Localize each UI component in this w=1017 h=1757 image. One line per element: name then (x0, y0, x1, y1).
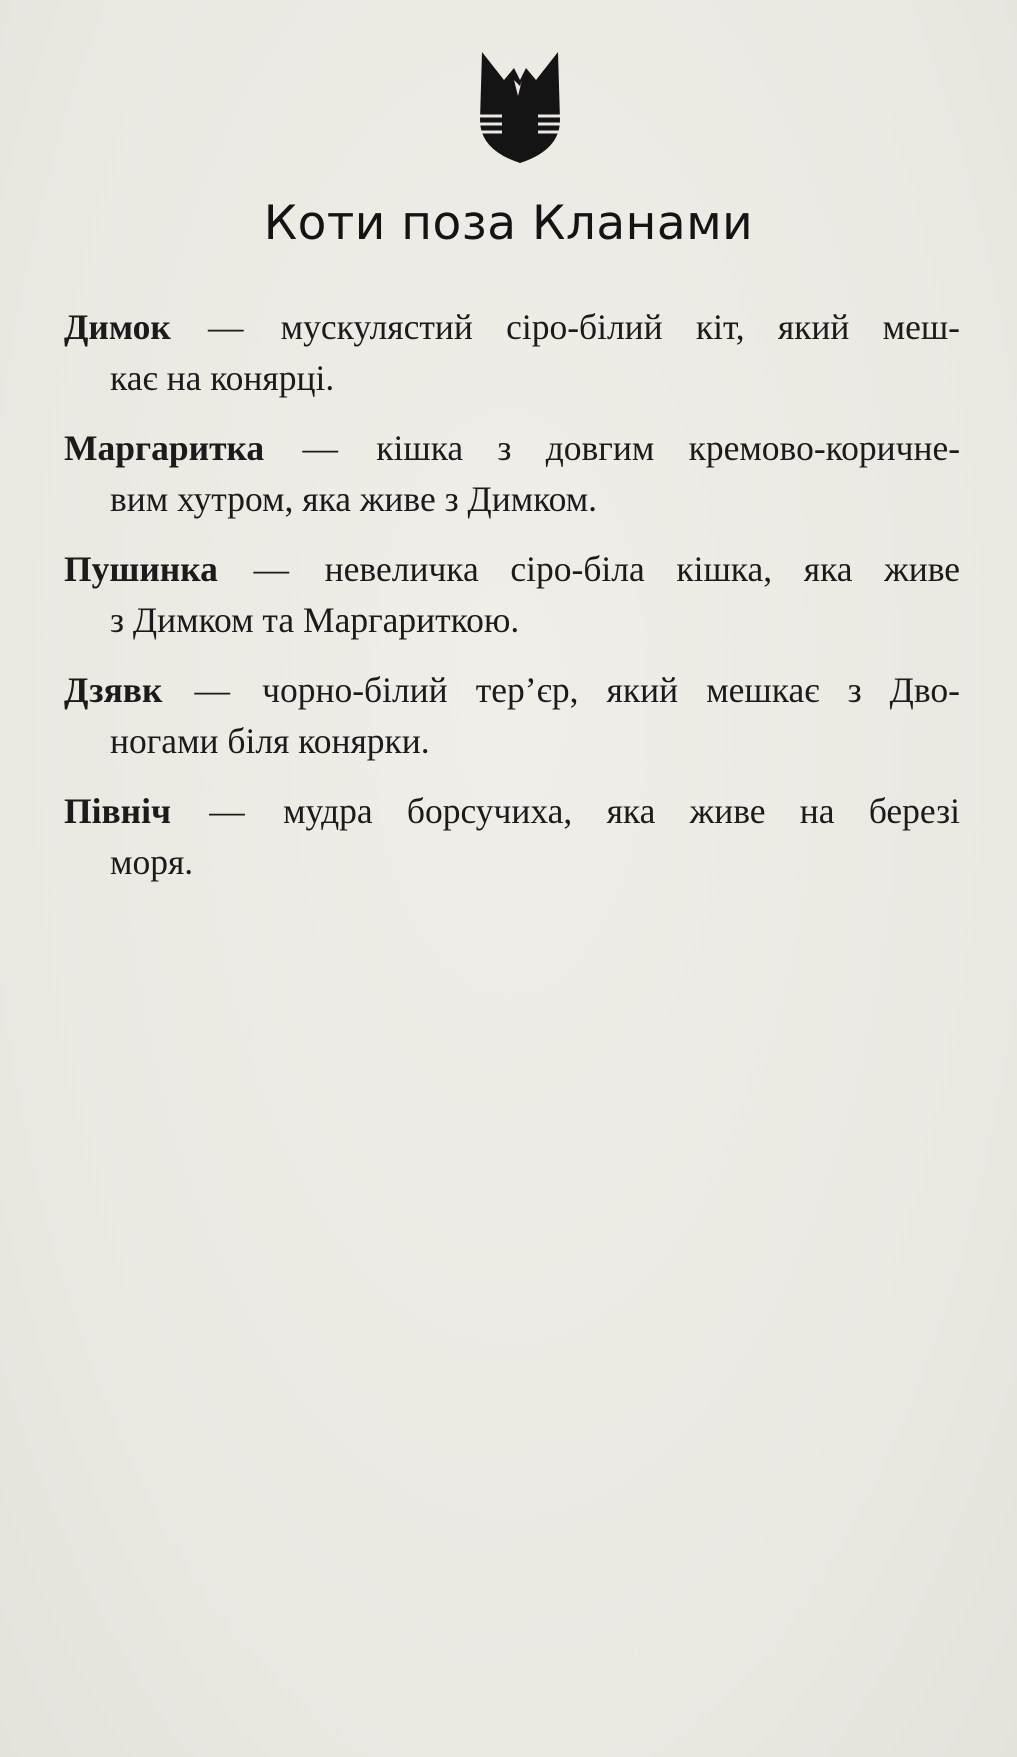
list-item (64, 665, 960, 767)
entry-continuation: кає на конярці. (110, 358, 335, 398)
character-name: Димок (64, 307, 171, 347)
dash: — (253, 549, 290, 589)
cat-head-icon (478, 50, 562, 165)
list-item (64, 423, 960, 525)
character-name: Дзявк (64, 670, 163, 710)
entry-first-line (64, 786, 961, 837)
character-description: чорно-білий тер’єр, який мешкає з Дво- (262, 670, 960, 710)
character-name: Маргаритка (64, 428, 265, 468)
entry-continuation: з Димком та Маргариткою. (110, 600, 520, 640)
page-title: Коти поза Кланами (263, 196, 754, 251)
entry-first-line (64, 544, 961, 595)
entry-continuation: вим хутром, яка живе з Димком. (110, 479, 598, 519)
character-name: Північ (64, 791, 171, 831)
character-list (64, 302, 960, 907)
character-description: мудра борсучиха, яка живе на березі (283, 791, 961, 831)
dash: — (302, 428, 338, 468)
entry-first-line (64, 423, 961, 474)
list-item (64, 544, 960, 646)
list-item (64, 786, 960, 888)
dash: — (207, 307, 244, 347)
dash: — (194, 670, 230, 710)
list-item (64, 302, 960, 404)
entry-continuation: моря. (110, 842, 194, 882)
entry-continuation: ногами біля конярки. (110, 721, 430, 761)
character-description: мускулястий сіро-білий кіт, який меш- (280, 307, 960, 347)
entry-first-line (64, 665, 960, 716)
character-name: Пушинка (64, 549, 218, 589)
dash: — (209, 791, 245, 831)
character-description: кішка з довгим кремово-коричне- (376, 428, 961, 468)
character-description: невеличка сіро-біла кішка, яка живе (324, 549, 961, 589)
entry-first-line (64, 302, 960, 353)
